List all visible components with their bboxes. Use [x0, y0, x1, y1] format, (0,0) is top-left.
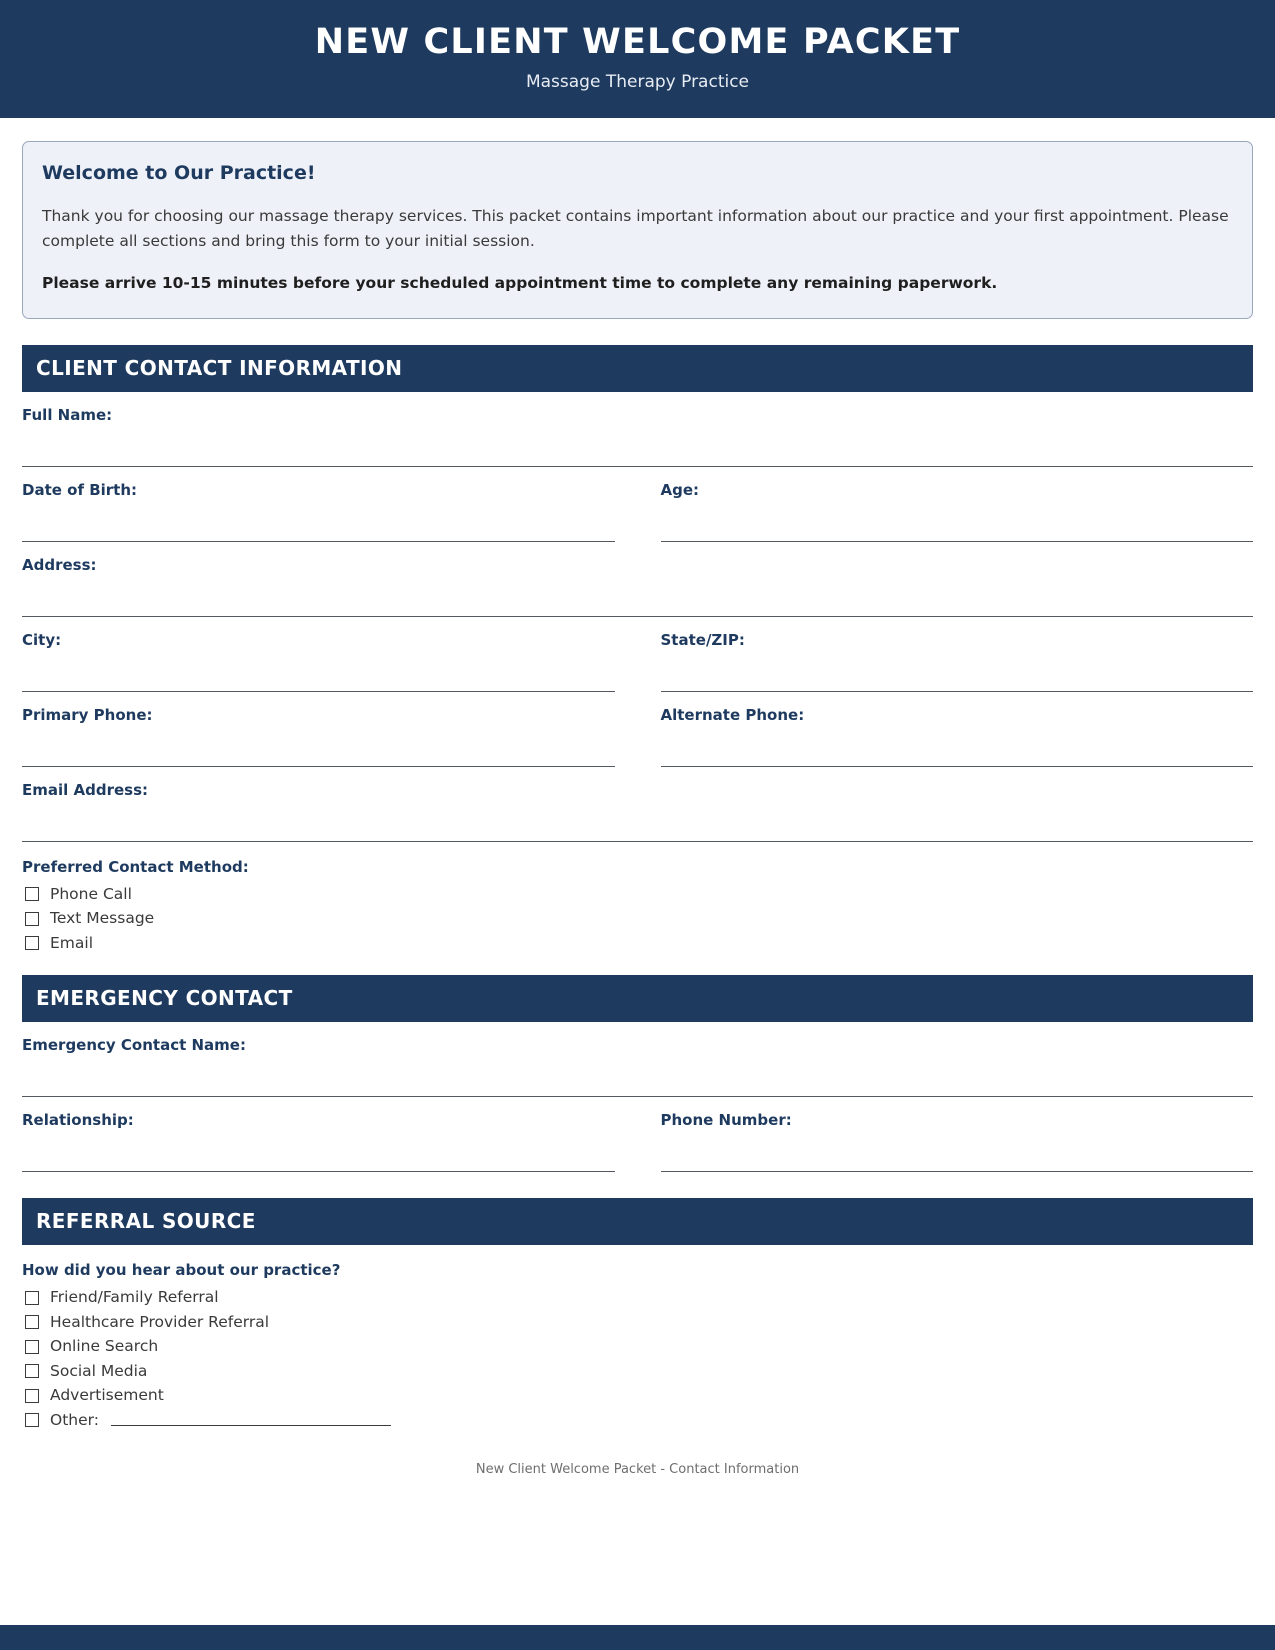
input-emergency-phone-number[interactable]: [661, 1129, 1254, 1172]
bottom-accent-bar: [0, 1625, 1275, 1650]
checkbox-icon[interactable]: [25, 936, 39, 950]
checkbox-item-friend-family-referral[interactable]: [25, 1290, 1253, 1306]
field-row-dob-age: [22, 481, 1253, 542]
input-date-of-birth[interactable]: [22, 499, 615, 542]
input-email-address[interactable]: [22, 799, 1253, 842]
checkbox-icon[interactable]: [25, 887, 39, 901]
label-preferred-contact-method: Preferred Contact Method:: [22, 857, 249, 876]
input-age[interactable]: [661, 499, 1254, 542]
checkbox-label: Email: [50, 933, 94, 952]
input-alternate-phone[interactable]: [661, 724, 1254, 767]
label-email-address: Email Address:: [22, 780, 149, 799]
label-state-zip: State/ZIP:: [660, 630, 745, 649]
checkbox-label: Social Media: [50, 1361, 148, 1380]
field-date-of-birth: [22, 481, 615, 542]
checkbox-icon[interactable]: [25, 912, 39, 926]
checkbox-item-email[interactable]: [25, 933, 1253, 952]
checkbox-icon[interactable]: [25, 1315, 39, 1329]
label-address: Address:: [22, 555, 97, 574]
label-date-of-birth: Date of Birth:: [22, 480, 138, 499]
welcome-callout: [22, 141, 1253, 318]
welcome-arrival-note: Please arrive 10-15 minutes before your scheduled appointment time to complete any remaining paperwork.: [42, 274, 998, 293]
checkbox-label: Phone Call: [50, 884, 132, 903]
page-body: [0, 141, 1275, 1477]
input-primary-phone[interactable]: [22, 724, 615, 767]
field-row-city-statezip: [22, 631, 1253, 692]
page-footer: New Client Welcome Packet - Contact Information: [475, 1462, 800, 1478]
checkbox-icon[interactable]: [25, 1340, 39, 1354]
checkbox-label: Friend/Family Referral: [50, 1288, 219, 1307]
field-row-full-name: [22, 406, 1253, 467]
checkbox-item-social-media[interactable]: [25, 1361, 1253, 1380]
checkbox-icon[interactable]: [25, 1291, 39, 1305]
input-address[interactable]: [22, 574, 1253, 617]
field-state-zip: [661, 631, 1254, 692]
label-primary-phone: Primary Phone:: [22, 705, 153, 724]
input-emergency-contact-name[interactable]: [22, 1054, 1253, 1097]
checkbox-icon[interactable]: [25, 1364, 39, 1378]
field-row-phones: [22, 706, 1253, 767]
field-city: [22, 631, 615, 692]
checkbox-item-advertisement[interactable]: [25, 1388, 1253, 1404]
label-referral-question: How did you hear about our practice?: [22, 1261, 341, 1280]
field-full-name: [22, 406, 1253, 467]
checkbox-item-online-search[interactable]: [25, 1339, 1253, 1355]
section-header-client-contact: CLIENT CONTACT INFORMATION: [22, 345, 1253, 392]
welcome-heading: Welcome to Our Practice!: [42, 162, 316, 185]
field-primary-phone: [22, 706, 615, 767]
input-full-name[interactable]: [22, 424, 1253, 467]
section-header-emergency-contact: EMERGENCY CONTACT: [22, 975, 1253, 1022]
field-emergency-contact-name: [22, 1036, 1253, 1097]
label-city: City:: [22, 630, 62, 649]
field-alternate-phone: [661, 706, 1254, 767]
checkbox-icon[interactable]: [25, 1413, 39, 1427]
input-state-zip[interactable]: [661, 649, 1254, 692]
input-relationship[interactable]: [22, 1129, 615, 1172]
checkbox-label: Other:: [50, 1410, 99, 1429]
checkbox-label: Advertisement: [50, 1386, 164, 1405]
checkbox-item-text-message[interactable]: [25, 911, 1253, 927]
checkbox-label: Text Message: [50, 909, 155, 928]
label-alternate-phone: Alternate Phone:: [660, 705, 805, 724]
welcome-paragraph: Thank you for choosing our massage therapy services. This packet contains important information about our practice and your first appointment. Please complete all sections and bring this form to your initial session.: [42, 207, 1229, 251]
document-title: NEW CLIENT WELCOME PACKET: [314, 22, 961, 62]
field-row-relationship-phone: [22, 1111, 1253, 1172]
document-header: [0, 0, 1275, 118]
checkbox-item-healthcare-provider-referral[interactable]: [25, 1312, 1253, 1331]
input-other-referral[interactable]: [111, 1414, 391, 1426]
checkbox-item-other[interactable]: [25, 1410, 1253, 1429]
label-emergency-contact-name: Emergency Contact Name:: [22, 1036, 246, 1055]
label-phone-number: Phone Number:: [660, 1111, 792, 1130]
field-address: [22, 556, 1253, 617]
field-emergency-phone-number: [661, 1111, 1254, 1172]
field-age: [661, 481, 1254, 542]
field-row-address: [22, 556, 1253, 617]
input-city[interactable]: [22, 649, 615, 692]
section-header-referral-source: REFERRAL SOURCE: [22, 1198, 1253, 1245]
label-age: Age:: [660, 480, 700, 499]
field-row-email: [22, 781, 1253, 842]
field-relationship: [22, 1111, 615, 1172]
label-full-name: Full Name:: [22, 405, 113, 424]
label-relationship: Relationship:: [22, 1111, 134, 1130]
field-row-emergency-name: [22, 1036, 1253, 1097]
checkbox-label: Online Search: [50, 1337, 159, 1356]
checkbox-label: Healthcare Provider Referral: [50, 1312, 270, 1331]
checkbox-item-phone-call[interactable]: [25, 884, 1253, 903]
checkbox-icon[interactable]: [25, 1389, 39, 1403]
field-email-address: [22, 781, 1253, 842]
document-subtitle: Massage Therapy Practice: [525, 72, 750, 93]
